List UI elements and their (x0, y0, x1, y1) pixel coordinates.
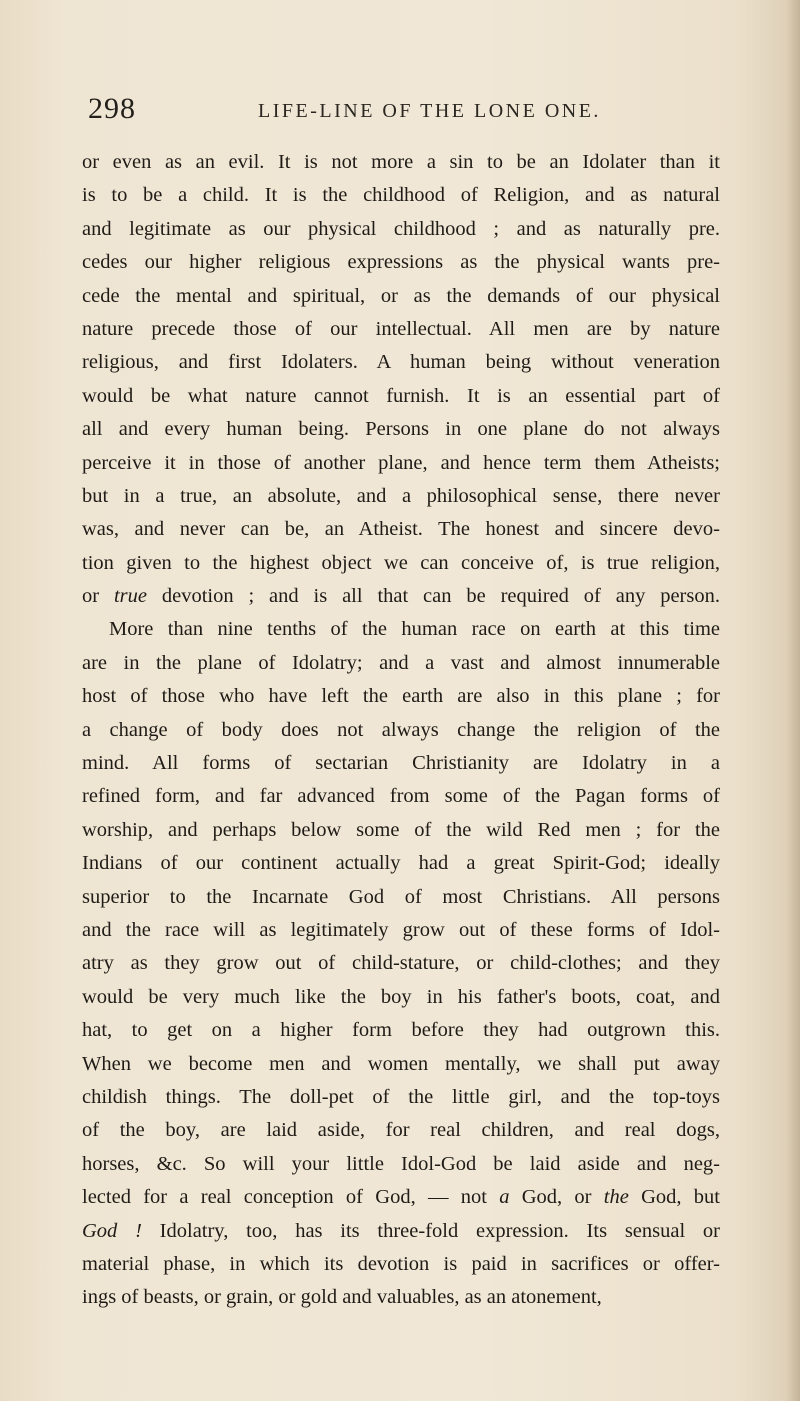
text-line: all and every human being. Persons in one plane do not always (82, 418, 720, 441)
text-line: a change of body does not always change the religion of the (82, 718, 720, 741)
text-line: cedes our higher religious expressions as the physical wants pre- (82, 251, 720, 274)
text-line: material phase, in which its devotion is paid in sacrifices or offer- (82, 1252, 720, 1275)
text-line: was, and never can be, an Atheist. The honest and sincere devo- (82, 518, 720, 541)
text-line: lected for a real conception of God, — not a God, or the God, but (82, 1186, 720, 1209)
text-line: cede the mental and spiritual, or as the demands of our physical (82, 284, 720, 307)
text-line: and the race will as legitimately grow out of these forms of Idol- (82, 918, 720, 941)
text-line: Indians of our continent actually had a great Spirit-God; ideally (82, 852, 720, 875)
text-line: religious, and first Idolaters. A human being without veneration (82, 351, 720, 374)
page-number: 298 (88, 92, 136, 125)
text-line: are in the plane of Idolatry; and a vast and almost innumerable (82, 651, 720, 674)
text-line: tion given to the highest object we can conceive of, is true religion, (82, 551, 720, 574)
text-line: childish things. The doll-pet of the little girl, and the top-toys (82, 1085, 720, 1108)
text-line: would be what nature cannot furnish. It is an essential part of (82, 384, 720, 407)
text-line: When we become men and women mentally, we shall put away (82, 1052, 720, 1075)
text-line: of the boy, are laid aside, for real children, and real dogs, (82, 1119, 720, 1142)
text-line: hat, to get on a higher form before they had outgrown this. (82, 1019, 720, 1042)
text-line: horses, &c. So will your little Idol-God be laid aside and neg- (82, 1152, 720, 1175)
text-line: or even as an evil. It is not more a sin to be an Idolater than it (82, 151, 720, 173)
text-line: host of those who have left the earth are also in this plane ; for (82, 685, 720, 708)
running-head (0, 92, 800, 126)
text-line: ings of beasts, or grain, or gold and valuables, as an atonement, (82, 1286, 602, 1309)
text-line: is to be a child. It is the childhood of Religion, and as natural (82, 184, 720, 207)
paragraph-start-line: More than nine tenths of the human race on earth at this time (109, 618, 720, 641)
text-line: or true devotion ; and is all that can be required of any person. (82, 585, 720, 608)
text-line: and legitimate as our physical childhood ; and as naturally pre. (82, 217, 720, 240)
text-line: atry as they grow out of child-stature, or child-clothes; and they (82, 952, 720, 975)
text-line: nature precede those of our intellectual. All men are by nature (82, 317, 720, 340)
text-line: superior to the Incarnate God of most Christians. All persons (82, 885, 720, 908)
running-title: LIFE-LINE OF THE LONE ONE. (258, 100, 601, 122)
body-text (82, 146, 720, 1315)
text-line: refined form, and far advanced from some of the Pagan forms of (82, 785, 720, 808)
page-edge-shadow (786, 0, 800, 1401)
text-line: worship, and perhaps below some of the wild Red men ; for the (82, 818, 720, 841)
text-line: mind. All forms of sectarian Christianity are Idolatry in a (82, 752, 720, 775)
text-line: perceive it in those of another plane, and hence term them Atheists; (82, 451, 720, 474)
text-line: but in a true, an absolute, and a philosophical sense, there never (82, 484, 720, 507)
text-line: God ! Idolatry, too, has its three-fold expression. Its sensual or (82, 1219, 720, 1242)
text-line: would be very much like the boy in his father's boots, coat, and (82, 985, 720, 1008)
